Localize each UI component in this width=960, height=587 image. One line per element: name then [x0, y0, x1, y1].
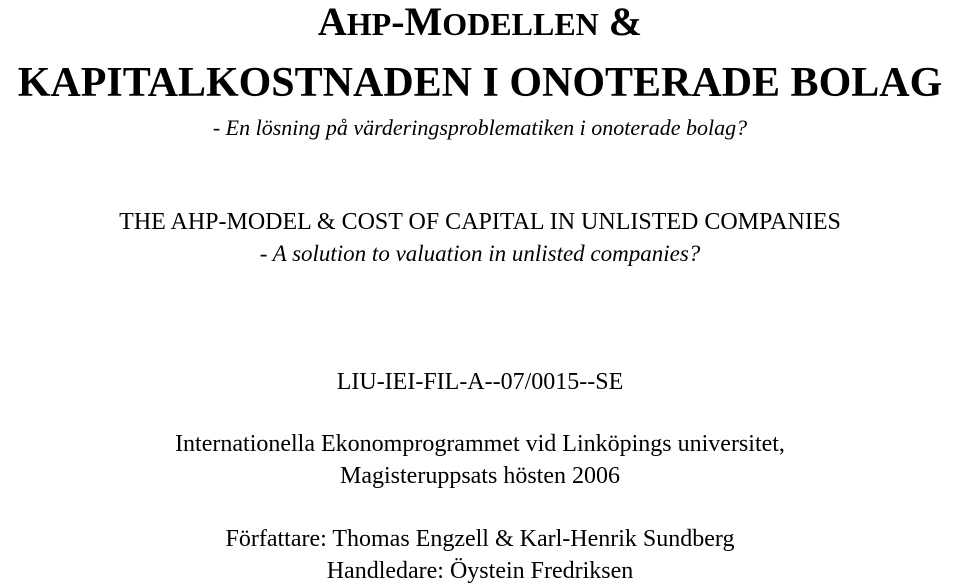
title-english: THE AHP-MODEL & COST OF CAPITAL IN UNLISTED COMPANIES [119, 209, 841, 235]
title-letters-hp: HP [346, 6, 392, 42]
report-id: LIU-IEI-FIL-A--07/0015--SE [336, 369, 624, 395]
supervisor: Handledare: Öystein Fredriksen [326, 558, 634, 584]
title-letters-odellen: ODELLEN [442, 6, 599, 42]
title-letter-a: A [317, 0, 347, 44]
title-letter-m: M [404, 0, 443, 44]
title-dash: - [391, 0, 405, 44]
main-title-line-2: KAPITALKOSTNADEN I ONOTERADE BOLAG [17, 60, 943, 106]
program-info: Internationella Ekonomprogrammet vid Linköpings universitet, [175, 431, 785, 457]
subtitle-swedish: - En lösning på värderingsproblematiken i onoterade bolag? [212, 115, 748, 140]
subtitle-english: - A solution to valuation in unlisted companies? [259, 241, 701, 266]
main-title-line-1 [0, 2, 960, 42]
authors: Författare: Thomas Engzell & Karl-Henrik Sundberg [225, 526, 735, 552]
thesis-info: Magisteruppsats hösten 2006 [340, 463, 620, 489]
title-ampersand: & [598, 0, 643, 44]
